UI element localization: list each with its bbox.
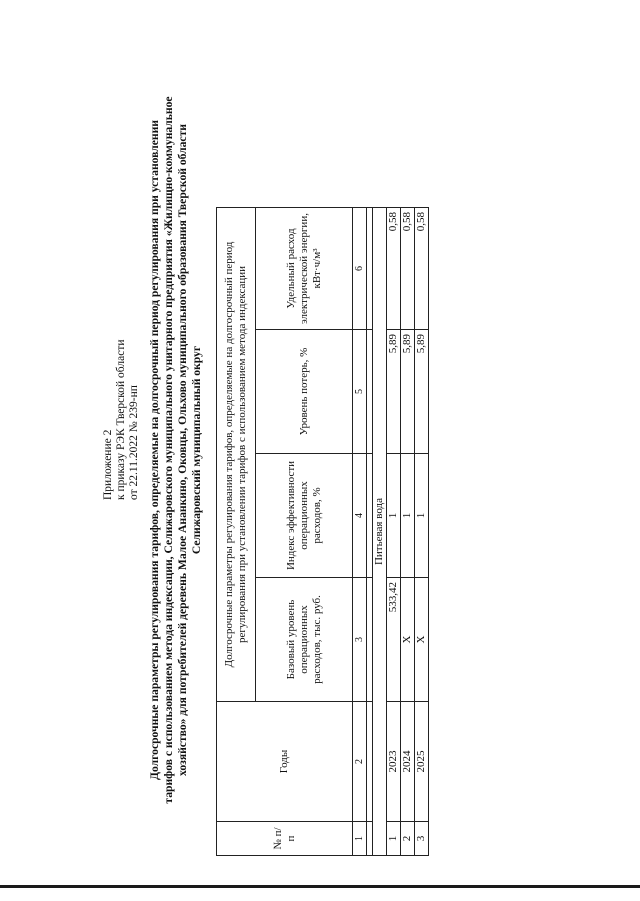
header-efficiency-index: Индекс эффективности операционных расходов, % bbox=[256, 454, 353, 578]
title-line-4: Селижаровский муниципальный округ bbox=[190, 345, 203, 555]
title-line-3: хозяйство» для потребителей деревень Малое Ананкино, Оковцы, Ольхово муниципального образования Тверской области bbox=[176, 124, 189, 776]
rotated-page bbox=[20, 40, 620, 860]
column-number: 2 bbox=[353, 702, 367, 822]
appendix-block bbox=[102, 260, 141, 500]
header-base-level: Базовый уровень операционных расходов, тыс. руб. bbox=[256, 578, 353, 702]
header-years: Годы bbox=[217, 702, 353, 822]
row-number: 1 bbox=[387, 822, 401, 856]
row-efficiency-index: 1 bbox=[415, 454, 429, 578]
column-numbers-row bbox=[353, 208, 367, 856]
row-efficiency-index: 1 bbox=[401, 454, 415, 578]
title-line-2: тарифов с использованием метода индексации, Селижаровского муниципального унитарного предприятия «Жилищно-коммунальное bbox=[162, 96, 175, 804]
row-loss-level: 5,89 bbox=[415, 330, 429, 454]
header-group: Долгосрочные параметры регулирования тарифов, определяемые на долгосрочный период регулирования при установлении тарифов с использованием метода индексации bbox=[217, 208, 256, 702]
row-efficiency-index: 1 bbox=[387, 454, 401, 578]
header-loss-level: Уровень потерь, % bbox=[256, 330, 353, 454]
table-row bbox=[387, 208, 401, 856]
column-number: 6 bbox=[353, 208, 367, 330]
row-year: 2023 bbox=[387, 702, 401, 822]
table-row bbox=[401, 208, 415, 856]
title-line-1: Долгосрочные параметры регулирования тарифов, определяемые на долгосрочный период регулирования при установлении bbox=[148, 120, 161, 780]
column-number: 1 bbox=[353, 822, 367, 856]
appendix-line-2: к приказу РЭК Тверской области bbox=[115, 339, 127, 500]
header-energy-consumption: Удельный расход электрической энергии, кВт·ч/м³ bbox=[256, 208, 353, 330]
header-number: № п/п bbox=[217, 822, 353, 856]
column-number: 3 bbox=[353, 578, 367, 702]
row-energy-consumption: 0,58 bbox=[415, 208, 429, 330]
parameters-table bbox=[216, 207, 429, 856]
column-number: 4 bbox=[353, 454, 367, 578]
row-loss-level: 5,89 bbox=[387, 330, 401, 454]
row-number: 2 bbox=[401, 822, 415, 856]
appendix-line-1: Приложение 2 bbox=[102, 429, 114, 500]
section-row bbox=[373, 208, 387, 856]
scan-edge-line bbox=[0, 885, 640, 888]
row-base-level: 533,42 bbox=[387, 578, 401, 702]
row-loss-level: 5,89 bbox=[401, 330, 415, 454]
section-label: Питьевая вода bbox=[373, 208, 387, 856]
row-year: 2025 bbox=[415, 702, 429, 822]
row-year: 2024 bbox=[401, 702, 415, 822]
appendix-line-3: от 22.11.2022 № 239-нп bbox=[128, 385, 140, 500]
row-number: 3 bbox=[415, 822, 429, 856]
row-energy-consumption: 0,58 bbox=[401, 208, 415, 330]
row-base-level: X bbox=[401, 578, 415, 702]
row-energy-consumption: 0,58 bbox=[387, 208, 401, 330]
document-title bbox=[148, 60, 204, 840]
row-base-level: X bbox=[415, 578, 429, 702]
table-row bbox=[415, 208, 429, 856]
column-number: 5 bbox=[353, 330, 367, 454]
